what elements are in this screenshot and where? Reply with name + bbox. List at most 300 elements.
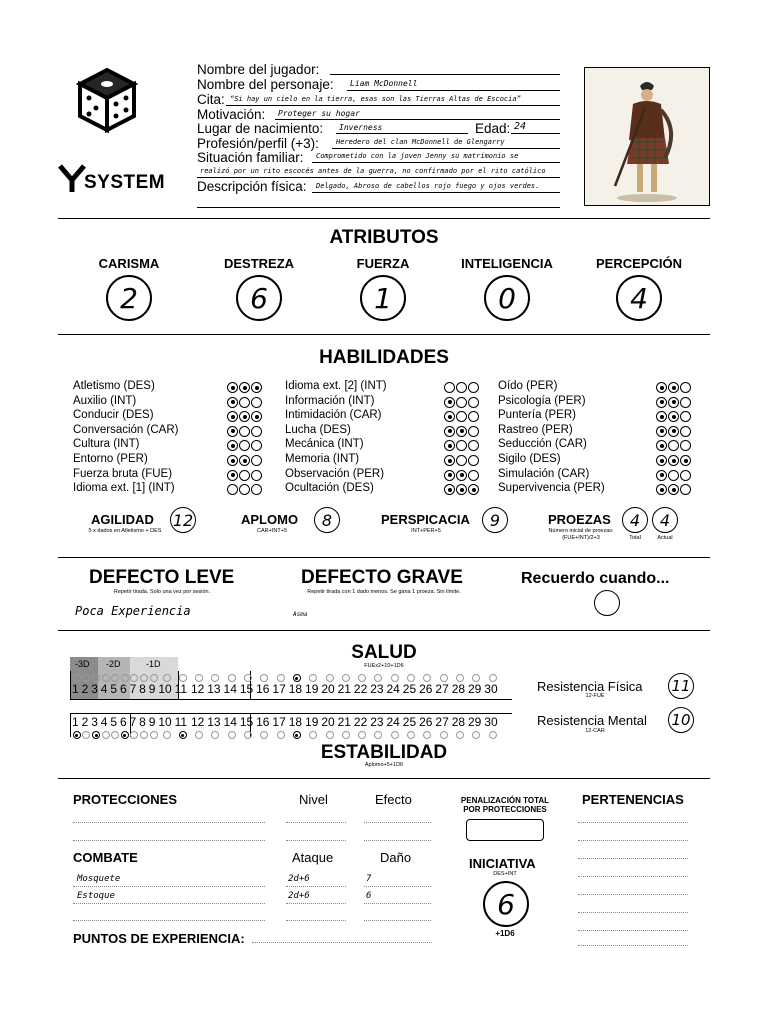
character-name[interactable]: Liam McDonnell [350, 79, 418, 88]
skill-dot[interactable] [668, 440, 679, 451]
stability-pip[interactable] [277, 731, 285, 739]
stability-number[interactable]: 20 [321, 715, 335, 729]
stability-number[interactable]: 4 [100, 715, 108, 729]
skill-name: Entorno (PER) [73, 453, 148, 465]
health-pip[interactable] [140, 674, 148, 682]
health-pip[interactable] [150, 674, 158, 682]
skill-name: Memoria (INT) [285, 453, 360, 465]
stability-number[interactable]: 19 [305, 715, 319, 729]
stability-number[interactable]: 10 [158, 715, 172, 729]
skill-name: Conversación (CAR) [73, 423, 179, 436]
stability-pip[interactable] [150, 731, 158, 739]
feats-total[interactable]: 4 [622, 507, 648, 533]
profession-value[interactable]: Heredero del clan McDonnell de Glengarry [336, 138, 505, 146]
health-pip[interactable] [358, 674, 366, 682]
skill-dot[interactable] [668, 470, 679, 481]
stability-number[interactable]: 6 [119, 715, 127, 729]
skill-dot[interactable] [668, 397, 679, 408]
armor-penalty-label: PENALIZACIÓN TOTAL POR PROTECCIONES [460, 796, 550, 814]
health-pip[interactable] [244, 674, 252, 682]
y-icon [58, 164, 88, 194]
logo-text: SYSTEM [84, 172, 166, 193]
attr-name: FUERZA [356, 256, 410, 271]
skill-dots[interactable] [227, 382, 262, 393]
skill-dot[interactable] [468, 470, 479, 481]
skill-dots[interactable] [656, 397, 691, 408]
attributes-title: ATRIBUTOS [329, 227, 439, 248]
skill-dot[interactable] [456, 426, 467, 437]
skill-dot[interactable] [239, 382, 250, 393]
description-value[interactable]: Delgado, Abroso de cabellos rojo fuego y ojos verdes. [316, 182, 540, 190]
weapon-name[interactable]: Estoque [77, 891, 115, 901]
skill-dot[interactable] [227, 484, 238, 495]
health-pip[interactable] [423, 674, 431, 682]
stability-note: Aplomo+5+1D6 [364, 762, 404, 768]
health-number[interactable]: 16 [256, 682, 270, 696]
skill-dot[interactable] [251, 426, 262, 437]
health-pip[interactable] [489, 674, 497, 682]
physical-resistance-value[interactable]: 11 [668, 673, 694, 699]
skill-dot[interactable] [456, 440, 467, 451]
skill-dot[interactable] [656, 484, 667, 495]
skill-dot[interactable] [456, 470, 467, 481]
stability-number[interactable]: 8 [139, 715, 146, 729]
stability-number[interactable]: 5 [110, 715, 118, 729]
health-number[interactable]: 28 [451, 682, 466, 696]
stability-number[interactable]: 2 [81, 715, 89, 729]
health-number[interactable]: 6 [119, 682, 127, 696]
skill-dot[interactable] [468, 455, 479, 466]
health-number[interactable]: 7 [129, 682, 137, 696]
health-number[interactable]: 3 [91, 682, 98, 696]
skill-name: Seducción (CAR) [498, 438, 587, 451]
weapon-attack[interactable]: 2d+6 [288, 891, 310, 901]
field-label: Situación familiar: [197, 150, 304, 165]
health-pip[interactable] [277, 674, 285, 682]
skill-dots[interactable] [444, 470, 479, 481]
stability-pip[interactable] [342, 731, 350, 739]
health-pip[interactable] [102, 674, 110, 682]
agility-value[interactable]: 12 [170, 507, 196, 533]
stability-pip[interactable] [407, 731, 415, 739]
skill-name: Rastreo (PER) [498, 423, 573, 436]
age-value[interactable]: 24 [514, 121, 527, 132]
skill-name: Atletismo (DES) [73, 380, 155, 392]
stability-number[interactable]: 21 [337, 715, 351, 729]
skill-dot[interactable] [251, 484, 262, 495]
skill-name: Auxilio (INT) [73, 394, 137, 407]
armor-penalty-box[interactable] [466, 819, 544, 841]
penalty-label: -3D [75, 659, 90, 669]
health-number[interactable]: 20 [321, 682, 335, 696]
stability-pip[interactable] [140, 731, 148, 739]
health-pip[interactable] [211, 674, 219, 682]
skill-dot[interactable] [468, 426, 479, 437]
health-number[interactable]: 18 [288, 682, 303, 696]
skills-title: HABILIDADES [319, 347, 449, 368]
health-pip[interactable] [456, 674, 464, 682]
skill-dot[interactable] [680, 411, 691, 422]
skill-name: Información (INT) [285, 394, 375, 407]
skill-dot[interactable] [668, 455, 679, 466]
health-title: SALUD [351, 642, 417, 663]
family-value-2[interactable]: realizó por un rito escocés antes de la guerra, no confirmado por el rito católico [200, 167, 546, 175]
stability-pip[interactable] [82, 731, 90, 739]
stability-pip[interactable] [374, 731, 382, 739]
damage-label: Daño [380, 850, 412, 865]
stability-pip[interactable] [73, 731, 81, 739]
health-pip[interactable] [326, 674, 334, 682]
stability-pip[interactable] [309, 731, 317, 739]
stability-pip[interactable] [179, 731, 187, 739]
skill-dot[interactable] [444, 426, 455, 437]
health-pip[interactable] [472, 674, 480, 682]
health-pip[interactable] [440, 674, 448, 682]
major-flaw-title: DEFECTO GRAVE [301, 567, 463, 588]
agility-note: 5 x dados en Atletismo + DES [88, 528, 162, 534]
health-number[interactable]: 25 [402, 682, 417, 696]
skill-dot[interactable] [239, 411, 250, 422]
initiative-value[interactable]: 6 [483, 881, 529, 927]
skill-dot[interactable] [239, 397, 250, 408]
skill-dot[interactable] [251, 411, 262, 422]
weapon-damage[interactable]: 7 [366, 874, 372, 884]
stability-pip[interactable] [111, 731, 119, 739]
field-label: Nombre del jugador: [197, 62, 320, 77]
skill-dot[interactable] [468, 382, 479, 393]
health-number[interactable]: 1 [72, 682, 79, 696]
skill-dot[interactable] [668, 484, 679, 495]
stability-pip[interactable] [456, 731, 464, 739]
memory-checkbox[interactable] [594, 590, 620, 616]
skill-dots[interactable] [227, 411, 262, 422]
health-pip[interactable] [163, 674, 171, 682]
field-label: Cita: [197, 92, 225, 107]
skill-dot[interactable] [444, 470, 455, 481]
skill-dot[interactable] [239, 484, 250, 495]
family-value[interactable]: Comprometido con la joven Jenny su matrimonio se [316, 152, 519, 160]
skill-dot[interactable] [444, 440, 455, 451]
health-number[interactable]: 9 [148, 682, 156, 696]
skill-dot[interactable] [456, 397, 467, 408]
stability-number[interactable]: 22 [353, 715, 368, 729]
attr-name: PERCEPCIÓN [596, 256, 682, 271]
stability-pip[interactable] [472, 731, 480, 739]
insight-label: PERSPICACIA [381, 512, 470, 527]
skill-dots[interactable] [656, 382, 691, 393]
insight-note: INT+PER+5 [411, 528, 441, 534]
skill-dot[interactable] [251, 440, 262, 451]
health-number[interactable]: 23 [370, 682, 384, 696]
attr-value[interactable]: 4 [616, 275, 662, 321]
mental-resistance-value[interactable]: 10 [668, 707, 694, 733]
health-number[interactable]: 29 [467, 682, 482, 696]
major-flaw-value[interactable]: Asma [293, 611, 308, 618]
health-number[interactable]: 12 [190, 682, 205, 696]
stability-pip[interactable] [211, 731, 219, 739]
health-pip[interactable] [260, 674, 268, 682]
stability-number[interactable]: 15 [239, 715, 254, 729]
stability-number[interactable]: 28 [451, 715, 466, 729]
skill-dot[interactable] [444, 455, 455, 466]
skill-name: Puntería (PER) [498, 409, 576, 422]
skill-dots[interactable] [227, 470, 262, 481]
skill-dot[interactable] [227, 382, 238, 393]
skill-dot[interactable] [656, 440, 667, 451]
health-note: FUEx2+10+1D6 [364, 663, 404, 669]
stability-pip[interactable] [121, 731, 129, 739]
stability-pip[interactable] [228, 731, 236, 739]
skill-name: Intimidación (CAR) [285, 409, 382, 422]
stability-pip[interactable] [293, 731, 301, 739]
skill-dot[interactable] [656, 382, 667, 393]
skill-dots[interactable] [656, 484, 691, 495]
attr-name: CARISMA [98, 256, 160, 271]
feats-current[interactable]: 4 [652, 507, 678, 533]
stability-number[interactable]: 13 [207, 715, 221, 729]
skill-dot[interactable] [680, 440, 691, 451]
level-label: Nivel [299, 792, 328, 807]
stability-pip[interactable] [163, 731, 171, 739]
skill-dot[interactable] [239, 470, 250, 481]
skill-dots[interactable] [227, 397, 262, 408]
feats-label: PROEZAS [548, 512, 611, 527]
stability-number[interactable]: 17 [272, 715, 286, 729]
weapon-attack[interactable]: 2d+6 [288, 874, 310, 884]
skill-dots[interactable] [444, 411, 479, 422]
skill-name: Idioma ext. [1] (INT) [73, 482, 175, 495]
skill-dot[interactable] [656, 470, 667, 481]
stability-pip[interactable] [358, 731, 366, 739]
stability-pip[interactable] [423, 731, 431, 739]
skill-dots[interactable] [227, 455, 262, 466]
mental-resistance-label: Resistencia Mental [537, 713, 647, 728]
composure-label: APLOMO [241, 512, 299, 527]
stability-number[interactable]: 16 [256, 715, 270, 729]
skill-dots[interactable] [227, 440, 262, 451]
health-number[interactable]: 26 [419, 682, 433, 696]
weapon-name[interactable]: Mosquete [77, 874, 121, 884]
skill-dots[interactable] [444, 440, 479, 451]
skill-name: Oído (PER) [498, 380, 558, 392]
health-number[interactable]: 5 [110, 682, 118, 696]
penalty-label: -1D [146, 659, 161, 669]
skill-name: Observación (PER) [285, 467, 385, 480]
stability-number[interactable]: 24 [386, 715, 400, 729]
health-number[interactable]: 10 [158, 682, 172, 696]
stability-pip[interactable] [244, 731, 252, 739]
skill-dots[interactable] [444, 484, 479, 495]
skill-dot[interactable] [251, 397, 262, 408]
composure-note: CAR+INT+5 [257, 528, 287, 534]
skill-dot[interactable] [251, 455, 262, 466]
quote-value[interactable]: “Si hay un cielo en la tierra, esas son las Tierras Altas de Escocia” [230, 95, 521, 103]
penalty-label: -2D [106, 659, 121, 669]
attr-value[interactable]: 2 [106, 275, 152, 321]
physical-resistance-label: Resistencia Física [537, 679, 643, 694]
minor-flaw-value[interactable]: Poca Experiencia [75, 604, 191, 618]
attr-value[interactable]: 0 [484, 275, 530, 321]
health-pip[interactable] [73, 674, 81, 682]
skill-dot[interactable] [444, 484, 455, 495]
stability-pip[interactable] [489, 731, 497, 739]
skill-dot[interactable] [456, 484, 467, 495]
feats-total-label: Total [629, 535, 641, 541]
health-pip[interactable] [391, 674, 399, 682]
skill-dot[interactable] [456, 455, 467, 466]
skill-dot[interactable] [668, 426, 679, 437]
skill-dot[interactable] [239, 455, 250, 466]
skill-dot[interactable] [227, 455, 238, 466]
skill-dot[interactable] [680, 382, 691, 393]
health-pip[interactable] [309, 674, 317, 682]
stability-number[interactable]: 7 [129, 715, 137, 729]
composure-value[interactable]: 8 [314, 507, 340, 533]
health-number[interactable]: 27 [435, 682, 449, 696]
health-pip[interactable] [342, 674, 350, 682]
stability-number[interactable]: 11 [174, 715, 188, 729]
stability-pip[interactable] [391, 731, 399, 739]
skill-dot[interactable] [444, 397, 455, 408]
health-number[interactable]: 11 [174, 682, 188, 696]
stability-number[interactable]: 25 [402, 715, 417, 729]
health-number[interactable]: 8 [139, 682, 146, 696]
skill-dot[interactable] [456, 411, 467, 422]
skill-dot[interactable] [668, 411, 679, 422]
belongings-label: PERTENENCIAS [582, 792, 684, 807]
stability-pip[interactable] [260, 731, 268, 739]
skill-dot[interactable] [444, 411, 455, 422]
skill-dot[interactable] [227, 440, 238, 451]
health-pip[interactable] [407, 674, 415, 682]
stability-pip[interactable] [130, 731, 138, 739]
stability-number[interactable]: 1 [72, 715, 79, 729]
skill-name: Sigilo (DES) [498, 453, 561, 465]
attr-name: INTELIGENCIA [461, 256, 553, 271]
health-number[interactable]: 22 [353, 682, 368, 696]
health-pip[interactable] [228, 674, 236, 682]
stability-number[interactable]: 26 [419, 715, 433, 729]
logo [72, 68, 180, 198]
skill-dot[interactable] [239, 440, 250, 451]
stability-number[interactable]: 14 [223, 715, 237, 729]
stability-number[interactable]: 23 [370, 715, 384, 729]
skill-dot[interactable] [227, 411, 238, 422]
health-pip[interactable] [121, 674, 129, 682]
stability-pip[interactable] [440, 731, 448, 739]
birthplace-value[interactable]: Inverness [339, 123, 383, 132]
insight-value[interactable]: 9 [482, 507, 508, 533]
skill-dots[interactable] [656, 411, 691, 422]
stability-pip[interactable] [92, 731, 100, 739]
skill-dot[interactable] [468, 411, 479, 422]
skill-dot[interactable] [680, 470, 691, 481]
skill-dot[interactable] [444, 382, 455, 393]
health-number[interactable]: 17 [272, 682, 286, 696]
skill-dot[interactable] [680, 455, 691, 466]
health-pip[interactable] [92, 674, 100, 682]
skill-dots[interactable] [656, 470, 691, 481]
skill-dot[interactable] [680, 484, 691, 495]
field-label: Lugar de nacimiento: [197, 121, 324, 136]
attr-name: DESTREZA [223, 256, 295, 271]
skill-dot[interactable] [227, 397, 238, 408]
stability-number[interactable]: 30 [484, 715, 498, 729]
skill-name: Simulación (CAR) [498, 467, 590, 480]
skill-dot[interactable] [239, 426, 250, 437]
stability-number[interactable]: 12 [190, 715, 205, 729]
feats-current-label: Actual [657, 535, 673, 541]
health-pip[interactable] [374, 674, 382, 682]
skill-dots[interactable] [227, 484, 262, 495]
health-number[interactable]: 21 [337, 682, 351, 696]
skill-dot[interactable] [468, 484, 479, 495]
weapon-damage[interactable]: 6 [366, 891, 372, 901]
health-number[interactable]: 4 [100, 682, 108, 696]
skill-dot[interactable] [656, 411, 667, 422]
motivation-value[interactable]: Proteger su hogar [278, 109, 360, 118]
skill-dot[interactable] [456, 382, 467, 393]
skill-dot[interactable] [656, 397, 667, 408]
stability-number[interactable]: 29 [467, 715, 482, 729]
skill-dot[interactable] [656, 455, 667, 466]
health-number[interactable]: 30 [484, 682, 498, 696]
skill-dot[interactable] [227, 470, 238, 481]
skill-name: Idioma ext. [2] (INT) [285, 380, 387, 392]
health-pip[interactable] [195, 674, 203, 682]
skill-dot[interactable] [656, 426, 667, 437]
attr-value[interactable]: 1 [360, 275, 406, 321]
health-pip[interactable] [293, 674, 301, 682]
health-number[interactable]: 14 [223, 682, 237, 696]
skill-dot[interactable] [251, 470, 262, 481]
skill-dots[interactable] [444, 455, 479, 466]
health-number[interactable]: 15 [239, 682, 254, 696]
highlander-portrait [585, 68, 709, 205]
skill-dot[interactable] [680, 426, 691, 437]
stability-number[interactable]: 27 [435, 715, 449, 729]
skill-dot[interactable] [468, 440, 479, 451]
skill-dot[interactable] [668, 382, 679, 393]
skill-dot[interactable] [227, 426, 238, 437]
field-label: Edad: [475, 121, 511, 136]
skill-name: Conducir (DES) [73, 409, 154, 422]
skill-dot[interactable] [251, 382, 262, 393]
skill-dots[interactable] [444, 397, 479, 408]
skill-dot[interactable] [468, 397, 479, 408]
skill-dots[interactable] [656, 440, 691, 451]
health-number[interactable]: 2 [81, 682, 89, 696]
health-pip[interactable] [179, 674, 187, 682]
health-number[interactable]: 24 [386, 682, 400, 696]
skill-dot[interactable] [680, 397, 691, 408]
stability-number[interactable]: 18 [288, 715, 303, 729]
stability-pip[interactable] [102, 731, 110, 739]
health-number[interactable]: 19 [305, 682, 319, 696]
health-number[interactable]: 13 [207, 682, 221, 696]
skill-dots[interactable] [656, 455, 691, 466]
stability-number[interactable]: 9 [148, 715, 156, 729]
skill-dots[interactable] [656, 426, 691, 437]
skill-dots[interactable] [444, 426, 479, 437]
attr-value[interactable]: 6 [236, 275, 282, 321]
skill-dots[interactable] [444, 382, 479, 393]
stability-pip[interactable] [195, 731, 203, 739]
stability-title: ESTABILIDAD [320, 742, 448, 763]
skill-dots[interactable] [227, 426, 262, 437]
stability-number[interactable]: 3 [91, 715, 98, 729]
stability-pip[interactable] [326, 731, 334, 739]
